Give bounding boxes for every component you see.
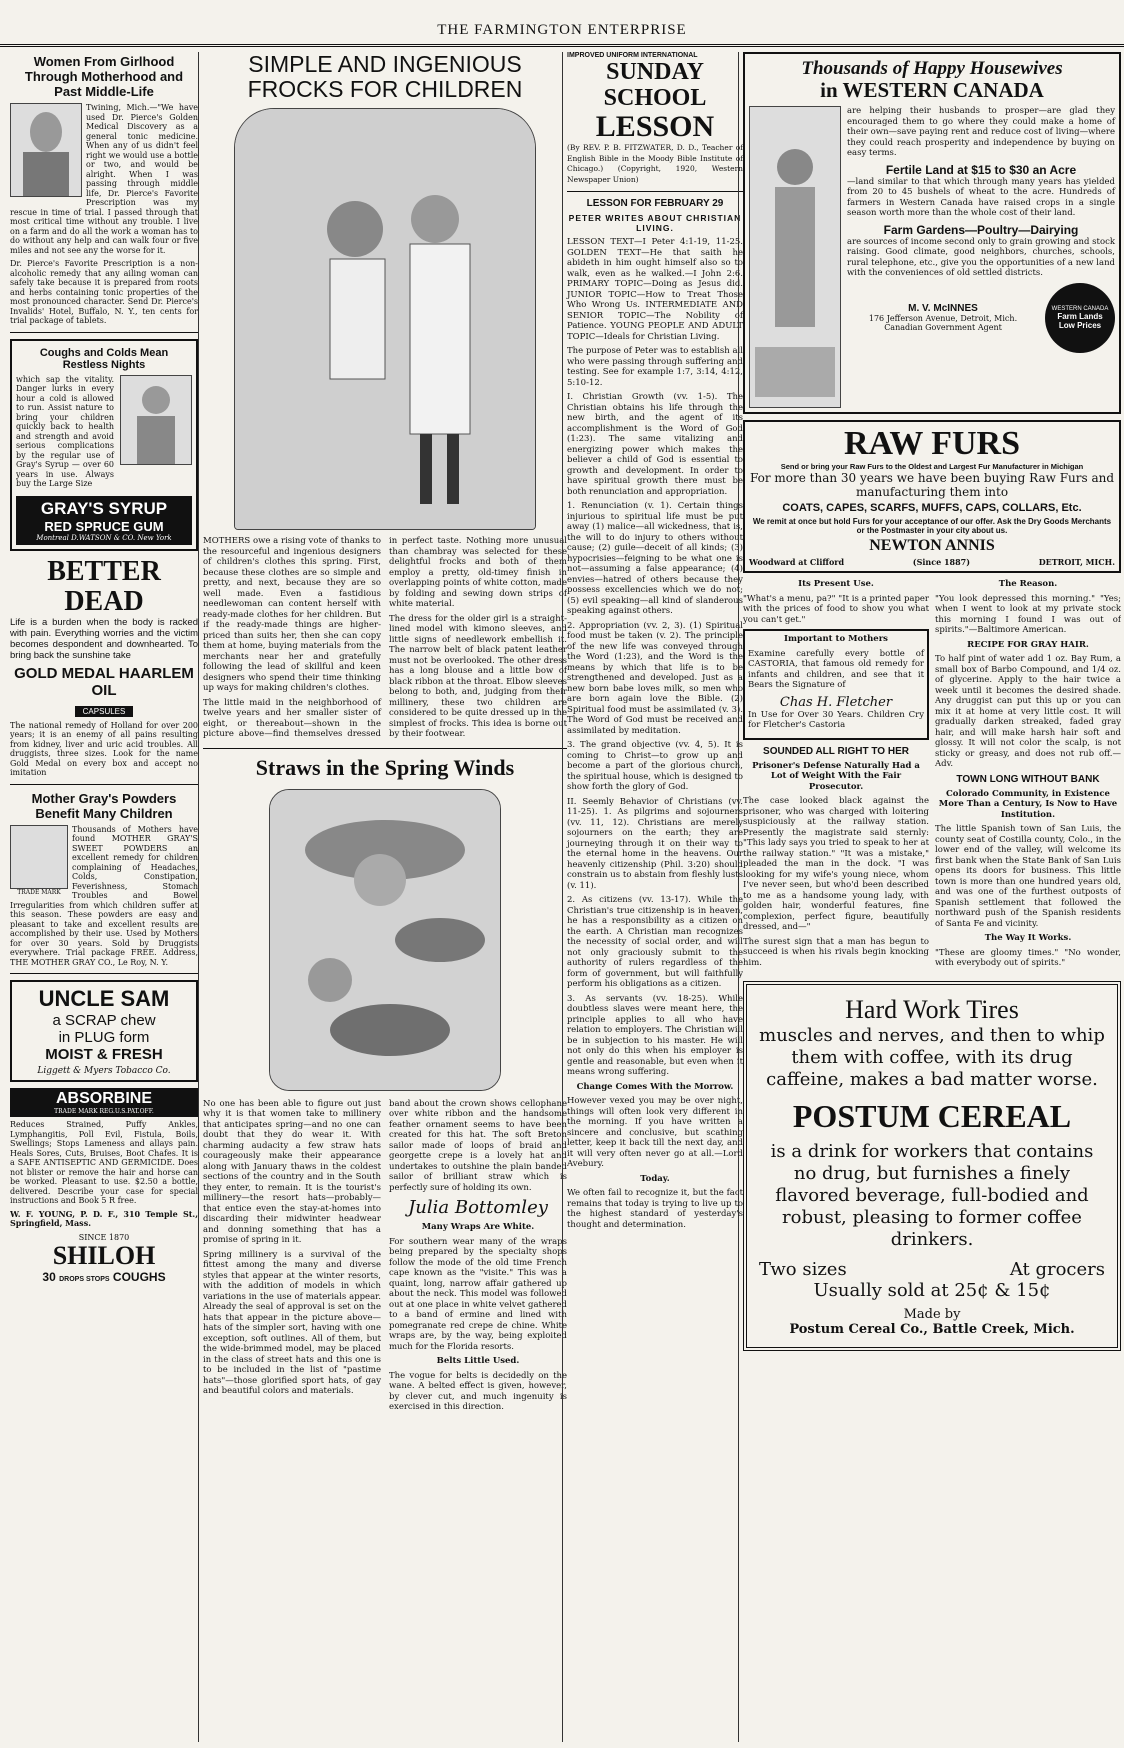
ss-p3: 1. Renunciation (v. 1). Certain things injurious to spiritual life must be put away (1) malice—all wickedness, that is, the will to do injury to others without cause; (2) guile—deceit of all kinds; (3) hypocrisies—feigning to be what one is not—assuming a false appearance; (4) envies—hatred of others because they possess excellencies which we do not; (5) evil speaking—all kind of slanderous speaking against others. <box>567 501 743 616</box>
straws-p3: band about the crown shows cellophane over white ribbon and the handsome feather ornament seems to have been created for this hat. The soft Breton sailor made of loops of braid and georgette crepe is a lovely hat and undertakes to outshine the plain banded sailor of brilliant straw which is perfectly sure of holding its own. <box>389 1098 567 1193</box>
belts-title: Belts Little Used. <box>436 1356 520 1366</box>
column-fashion <box>198 52 567 1742</box>
mothergray-mark: TRADE MARK <box>17 888 61 896</box>
ss-p1: The purpose of Peter was to establish all who were passing through suffering and testing. See for example 1:7, 3:14, 4:12, 5:10-12. <box>567 346 743 388</box>
furs-title: RAW FURS <box>843 425 1020 462</box>
town-sub: Colorado Community, in Existence More Than a Century, Is Now to Have Institution. <box>938 788 1118 820</box>
canada-title1: Thousands of Happy Housewives <box>801 58 1063 79</box>
ss-p4: 2. Appropriation (vv. 2, 3). (1) Spiritual food must be taken (v. 2). The principle of the new life was conveyed through the Word (1:23), and the Word is the means by which that life is to be strengthened and developed. Just as a new born babe loves milk, so men who are born again love the Bible. (2) Spiritual food must be assimilated (v. 3). The Word of God must be received and assimilated by meditation. <box>567 620 743 736</box>
sounded-title: SOUNDED ALL RIGHT TO HER <box>763 745 909 757</box>
canada-intro: are helping their husbands to prosper—are glad they encouraged them to go where they could make a home of their own—save paying rent and reduce cost of living—where they could reach prosperity and independence by buying on easy terms. <box>847 106 1115 158</box>
sounded-sub: Prisoner's Defense Naturally Had a Lot of Weight With the Fair Prosecutor. <box>752 760 920 792</box>
town-body: The little Spanish town of San Luis, the county seat of Costilla county, Colo., in the lower end of the valley, will welcome its first bank when the State Bank of San Luis opens its doors for business. This little town is more than one hundred years old, and was one of the furthest outposts of Spanish settlement that followed the northward push of the Spanish residents of Santa Fe and vicinity. <box>935 824 1121 929</box>
castoria-body: Examine carefully every bottle of CASTORIA, that famous old remedy for infants and children, and see that it Bears the Signature of <box>748 648 924 690</box>
reason-body: "You look depressed this morning." "Yes; when I went to look at my private stock this morning I found I was out of spirits."—Baltimore American. <box>935 593 1121 635</box>
absorbine-ad <box>10 1088 198 1229</box>
unclesam-signature: Liggett & Myers Tobacco Co. <box>37 1066 171 1076</box>
ss-title2: LESSON <box>595 110 715 143</box>
canada-seal <box>1045 283 1115 353</box>
postum-brand: POSTUM CEREAL <box>792 1097 1072 1134</box>
ss-lesson-for: LESSON FOR FEBRUARY 29 <box>586 198 724 209</box>
ss-kicker: IMPROVED UNIFORM INTERNATIONAL <box>567 52 698 59</box>
postum-sizes: Two sizes <box>759 1258 847 1280</box>
ss-byline: (By REV. P. B. FITZWATER, D. D., Teacher of English Bible in the Moody Bible Institute of Chicago.) (Copyright, 1920, Western Newspaper Union) <box>567 143 743 184</box>
surest-body: The surest sign that a man has begun to succeed is when his rivals begin knocking him. <box>743 936 929 968</box>
ss-p7: 2. As citizens (vv. 13-17). While the Christian's true citizenship is in heaven, he has a responsibility as a citizen on the earth. A Christian man recognizes the necessity of social order, and will not only graciously submit to the authority of rulers regardless of the form of government, but will faithfully perform his obligations as a citizen. <box>567 895 743 989</box>
unclesam-l1: UNCLE SAM <box>38 986 170 1011</box>
unclesam-l2: a SCRAP chew <box>52 1012 156 1029</box>
postum-made: Made by <box>903 1306 961 1322</box>
canada-title2: in WESTERN CANADA <box>820 78 1044 102</box>
town-title: TOWN LONG WITHOUT BANK <box>956 773 1100 785</box>
children-frocks-illustration <box>234 108 536 530</box>
col4-right-stories <box>935 579 1121 973</box>
castoria-head: Important to Mothers <box>784 634 888 644</box>
frocks-title <box>203 52 567 102</box>
farm-illustration <box>749 106 841 408</box>
raw-furs-ad <box>743 420 1121 573</box>
grays-syrup-ad <box>10 339 198 551</box>
use-title: Its Present Use. <box>798 579 874 589</box>
grays-body: which sap the vitality. Danger lurks in every hour a cold is allowed to run. Assist nature to bring your children quickly back to health and strength and avoid serious complications by the regular use of Gray's Syrup — over 60 years in use. Always buy the Large Size <box>16 374 114 488</box>
shiloh-tag2: DROPS STOPS <box>59 1275 110 1283</box>
furs-p1: For more than 30 years we have been buying Raw Furs and manufacturing them into <box>749 471 1115 499</box>
haarlem-head: BETTER DEAD <box>47 555 161 617</box>
today-title: Today. <box>640 1173 670 1184</box>
canada-govt: Canadian Government Agent <box>884 323 1002 332</box>
postum-price: Usually sold at 25¢ & 15¢ <box>813 1279 1051 1301</box>
masthead-title: THE FARMINGTON ENTERPRISE <box>437 22 687 38</box>
wraps-title: Many Wraps Are White. <box>421 1222 535 1232</box>
furs-loc2: DETROIT, MICH. <box>1038 557 1115 567</box>
recipe-title: RECIPE FOR GRAY HAIR. <box>967 639 1089 650</box>
straws-title: Straws in the Spring Winds <box>255 754 515 780</box>
grays-brand: GRAY'S SYRUP <box>40 498 168 518</box>
absorbine-maker: W. F. YOUNG, P. D. F., 310 Temple St., Springfield, Mass. <box>10 1208 198 1228</box>
canada-seal3: Low Prices <box>1058 320 1102 330</box>
haarlem-body2: The national remedy of Holland for over 200 years; it is an enemy of all pains resulting from kidney, liver and uric acid troubles. All druggists, three sizes. Look for the name Gold Medal on every box and accept no imitation <box>10 720 198 777</box>
western-canada-ad <box>743 52 1121 414</box>
straws-signature: Julia Bottomley <box>408 1197 548 1218</box>
straws-p2: Spring millinery is a survival of the fittest among the many and diverse styles that appear at the winter resorts, with the addition of models in which variations in the use of materials appear. Already the seal of approval is set on the hats that appear in the picture above—hats of the simpler sort, having with one exception, soft outlines. All of them, but the wide-brimmed model, may be placed in the class of street hats and this one is to be included in the list of "pastime hats"—those glorified sport hats, of gay and beautiful colors and materials. <box>203 1249 381 1396</box>
pierce-body: Twining, Mich.—"We have used Dr. Pierce's Golden Medical Discovery as a general tonic medicine. When any of us didn't feel right we would use a bottle or two, and would be alright. When I was passing through middle life, Dr. Pierce's Favorite Prescription was my rescue in time of trial. I passed through that most critical time without any trouble. I live on a farm and do all the work a woman has to do without any help and can walk four or five miles and not see any the worse for it. <box>10 103 198 255</box>
shiloh-ad <box>10 1233 198 1284</box>
canada-seal2: Farm Lands <box>1057 311 1103 321</box>
frocks-p2: The little maid in the neighborhood of twelve years and her smaller sister of eight, or thereabout—shown in the picture above—find themselves dressed in perfect taste. Nothing more unusual than chambray was selected for these delightful frocks and both of them employ a pretty, old-timey finish in overlapping points of white cotton, made by folding and sewing down strips of white material. <box>203 536 567 739</box>
grays-maker: Montreal D.WATSON & CO. New York <box>36 533 172 542</box>
canada-fertile-body: —land similar to that which through many years has yielded from 20 to 45 bushels of wheat to the acre. Hundreds of farmers in Western Canada have raised crops in a single season worth more than the whole cost of their land. <box>847 176 1115 218</box>
ss-texts: LESSON TEXT—I Peter 4:1-19, 11-25. GOLDEN TEXT—He that saith he abideth in him ought himself also so to walk, even as he walked.—I John 2:6. PRIMARY TOPIC—Doing as Jesus did. JUNIOR TOPIC—How to Treat Those Who Wrong Us. INTERMEDIATE AND SENIOR TOPIC—The Nobility of Patience. YOUNG PEOPLE AND ADULT TOPIC—Ideals for Christian Living. <box>567 237 743 342</box>
castoria-signature: Chas H. Fletcher <box>779 694 893 710</box>
mothergray-title: Mother Gray's Powders Benefit Many Children <box>31 790 177 821</box>
canada-gardens-body: are sources of income second only to grain growing and stock raising. Good climate, good neighbors, churches, schools, rural telephone, etc., give you the opportunities of a new land with the conveniences of old settled districts. <box>847 236 1115 278</box>
absorbine-brand: ABSORBINE <box>55 1090 152 1107</box>
ss-title1: SUNDAY SCHOOL <box>603 59 707 111</box>
postum-l1: Hard Work Tires <box>845 994 1019 1024</box>
canada-gardens: Farm Gardens—Poultry—Dairying <box>883 222 1079 237</box>
change-body: However vexed you may be over night, things will often look very different in the morning. If you have written a sincere and conclusive, but scathing letter, keep it back till the next day, and it will very often never go at all.—Lord Avebury. <box>567 1096 743 1169</box>
mother-gray-ad <box>10 791 198 968</box>
mother-portrait-illustration <box>10 825 68 889</box>
haarlem-brand: GOLD MEDAL HAARLEM OIL <box>14 664 194 699</box>
hats-illustration <box>269 789 501 1091</box>
straws-p1: No one has been able to figure out just why it is that women take to millinery that anticipates spring—and no one can doubt that they do wear it. With charming audacity a few straw hats courageously make their appearance along with January thaws in the coldest sections of the country and in the South they enter, to remain. It is the tourist's millinery—the resort hats—probably—that entice even the stay-at-homes into discarding their midwinter headwear and donning something that has a promise of spring in it. <box>203 1098 381 1245</box>
castoria-body2: In Use for Over 30 Years. Children Cry for Fletcher's Castoria <box>748 709 924 730</box>
frocks-title-line1: SIMPLE AND INGENIOUS <box>248 52 522 77</box>
furs-name: NEWTON ANNIS <box>869 537 995 554</box>
furs-since: (Since 1887) <box>912 557 970 567</box>
ss-p6: II. Seemly Behavior of Christians (vv. 11-25). 1. As pilgrims and sojourners (vv. 11, 12). Christians are merely sojourners on the earth; they are journeying through it on their way to the eternal home in the heavens. Our heavenly citizenship (Phil. 3:20) should constrain us to abstain from fleshly lusts (v. 11). <box>567 796 743 891</box>
pierce-body2: Dr. Pierce's Favorite Prescription is a non-alcoholic remedy that any ailing woman can safely take because it is prepared from roots and herbs containing tonic properties of the most pronounced character. Send Dr. Pierce's Invalids' Hotel, Buffalo, N. Y., ten cents for trial package of tablets. <box>10 259 198 325</box>
masthead <box>0 0 1124 47</box>
shiloh-since: SINCE <box>78 1232 107 1242</box>
way-body: "These are gloomy times." "No wonder, with everybody out of spirits." <box>935 947 1121 968</box>
woman-portrait-illustration <box>10 103 82 197</box>
column-ads-left <box>10 52 198 1742</box>
way-title: The Way It Works. <box>984 933 1072 943</box>
grays-title: Coughs and Colds Mean Restless Nights <box>39 346 169 371</box>
canada-fertile: Fertile Land at $15 to $30 an Acre <box>885 162 1077 177</box>
use-body: "What's a menu, pa?" "It is a printed paper with the prices of food to show you what you can't get." <box>743 593 929 625</box>
pierce-title: Women From Girlhood Through Motherhood and Past Middle-Life <box>24 54 184 99</box>
furs-loc1: Woodward at Clifford <box>749 557 845 567</box>
haarlem-caps: CAPSULES <box>75 706 134 717</box>
mothergray-body: Thousands of Mothers have found MOTHER GRAY'S SWEET POWDERS an excellent remedy for children complaining of Headaches, Colds, Constipation, Feverishness, Stomach Troubles and Bowel Irregularities from which children suffer at this season. These powders are easy and pleasant to take and excellent results are accomplished by their use. Used by Mothers for over 30 years. Sold by Druggists everywhere. Trial package FREE. Address, THE MOTHER GRAY CO., Le Roy, N. Y. <box>10 824 198 967</box>
change-title: Change Comes With the Morrow. <box>576 1081 734 1092</box>
sounded-body: The case looked black against the prisoner, who was charged with loitering suspiciously at the railway station. Presently the magistrate said sternly: "This lady says you tried to speak to her at the railway station." "It was a mistake," pleaded the man in the dock. "I was looking for my wife's young niece, whom I've never seen, but who'd been described to me as a handsome young lady, with golden hair, wonderful features, fine complexion, perfect figure, beautifully dressed, and—" <box>743 796 929 932</box>
recipe-body: To half pint of water add 1 oz. Bay Rum, a small box of Barbo Compound, and 1/4 oz. of glycerine. Apply to the hair twice a week until it becomes the desired shade. Any druggist can put this up or you can mix it at home at very little cost. It will gradually darken streaked, faded gray hair, and will make harsh hair soft and glossy. It will not color the scalp, is not sticky or greasy, and does not rub off.—Adv. <box>935 654 1121 769</box>
castoria-ad <box>743 629 929 740</box>
column-ads-right <box>738 52 1121 1742</box>
postum-ad <box>743 981 1121 1351</box>
wraps-body: For southern wear many of the wraps being prepared by the specialty shops follow the mode of the old time French cape known as the "visite." This was a quaint, long, narrow affair gathered up about the neck. This model was followed out at one place in white velvet gathered to a band of ermine and lined with pomegranate red crepe de chine. White wraps are, by the way, being exploited much for the Florida resorts. <box>389 1236 567 1352</box>
postum-maker: Postum Cereal Co., Battle Creek, Mich. <box>789 1321 1075 1337</box>
today-body: We often fail to recognize it, but the fact remains that today is trying to live up to the highest standard of yesterday's thought and determination. <box>567 1188 743 1230</box>
furs-tag: Send or bring your Raw Furs to the Oldest and Largest Fur Manufacturer in Michigan <box>780 462 1084 471</box>
uncle-sam-ad <box>10 980 198 1082</box>
ss-subject: PETER WRITES ABOUT CHRISTIAN LIVING. <box>568 213 742 233</box>
shiloh-tag1: 30 <box>42 1269 56 1284</box>
frocks-p3: The dress for the older girl is a straight-lined model with kimono sleeves, and little signs of needlework embellish it. The narrow belt of black patent leather must not be overlooked. The other dress has a long blouse and a little bow of black ribbon at the throat. Elbow sleeves belong to both, and, judging from their millinery, these two children are considered to be quite dressed up in the simplest of frocks. This idea is borne out by their footwear. <box>389 613 567 739</box>
ss-p8: 3. As servants (vv. 18-25). While doubtless slaves were meant here, the principle applies to all who have relation to employers. The Christian will be in subjection to his master. He will not only do this when his employer is gentle and reasonable, but even when it means wrong suffering. <box>567 993 743 1077</box>
frocks-title-line2: FROCKS FOR CHILDREN <box>247 76 523 102</box>
postum-grocers: At grocers <box>1009 1258 1105 1280</box>
unclesam-l4: MOIST & FRESH <box>45 1046 163 1063</box>
column-sunday-school <box>562 52 743 1742</box>
shiloh-tag3: COUGHS <box>112 1269 166 1284</box>
shiloh-year: 1870 <box>108 1232 130 1242</box>
child-bottle-illustration <box>120 375 192 465</box>
reason-title: The Reason. <box>998 579 1058 589</box>
shiloh-brand: SHILOH <box>52 1240 156 1270</box>
postum-l3: is a drink for workers that contains no drug, but furnishes a finely flavored beverage, full-bodied and robust, pleasing to former coffee drinkers. <box>770 1140 1094 1250</box>
absorbine-body: Reduces Strained, Puffy Ankles, Lymphangitis, Poll Evil, Fistula, Boils, Swellings; Stops Lameness and allays pain. Heals Sores, Cuts, Bruises, Boot Chafes. It is a SAFE ANTISEPTIC AND GERMICIDE. Does not blister or remove the hair and horse can be worked. Pleasant to use. $2.50 a bottle, delivered. Describe your case for special instructions and Book 5 R free. <box>10 1120 198 1205</box>
unclesam-l3: in PLUG form <box>58 1029 150 1046</box>
belts-body: The vogue for belts is decidedly on the wane. A belted effect is given, however, by clever cut, and much ingenuity is exercised in this direction. <box>389 1370 567 1412</box>
col4-left-stories <box>743 579 929 973</box>
ss-p5: 3. The grand objective (vv. 4, 5). It is coming to Christ—to grow up and become a part of the glorious church, the spiritual house, which is designed to show forth the glory of God. <box>567 740 743 792</box>
absorbine-tm: TRADE MARK REG.U.S.PAT.OFF. <box>54 1108 154 1115</box>
grays-sub: RED SPRUCE GUM <box>44 518 164 534</box>
ss-p2: I. Christian Growth (vv. 1-5). The Christian obtains his life through the new birth, and the agent of its accomplishment is the Word of God (1:23). The same vitalizing and energizing power which makes the believer a child of God is essential to growth and development. In order to have spiritual growth there must be both renunciation and appropriation. <box>567 392 743 497</box>
canada-agent: M. V. McINNES <box>908 303 978 314</box>
haarlem-body: Life is a burden when the body is racked with pain. Everything worries and the victim becomes despondent and downhearted. To bring back the sunshine take <box>10 616 198 661</box>
frocks-p1: MOTHERS owe a rising vote of thanks to the resourceful and ingenious designers of children's clothes this spring. First, because these clothes are so simple and pretty, and next, because they are so well made. Even a fastidious needlewoman can content herself with ready-made clothes for her children. But if the ready-made things are higher-priced than suits her, then she can copy them at home, buying materials from the merchants near her and gratefully following the lead of skillful and keen designers who spend their time thinking up ways for making children's clothes. <box>203 536 381 693</box>
pierce-ad <box>10 54 198 326</box>
furs-p2: We remit at once but hold Furs for your acceptance of our offer. Ask the Dry Goods Merchants or the Postmaster in your city about us. <box>752 517 1112 535</box>
canada-address: 176 Jefferson Avenue, Detroit, Mich. <box>868 314 1018 323</box>
haarlem-ad <box>10 557 198 778</box>
canada-seal1: WESTERN CANADA <box>1051 305 1109 312</box>
postum-l2: muscles and nerves, and then to whip them with coffee, with its drug caffeine, makes a bad matter worse. <box>759 1024 1105 1090</box>
furs-items: COATS, CAPES, SCARFS, MUFFS, CAPS, COLLARS, Etc. <box>782 502 1082 514</box>
